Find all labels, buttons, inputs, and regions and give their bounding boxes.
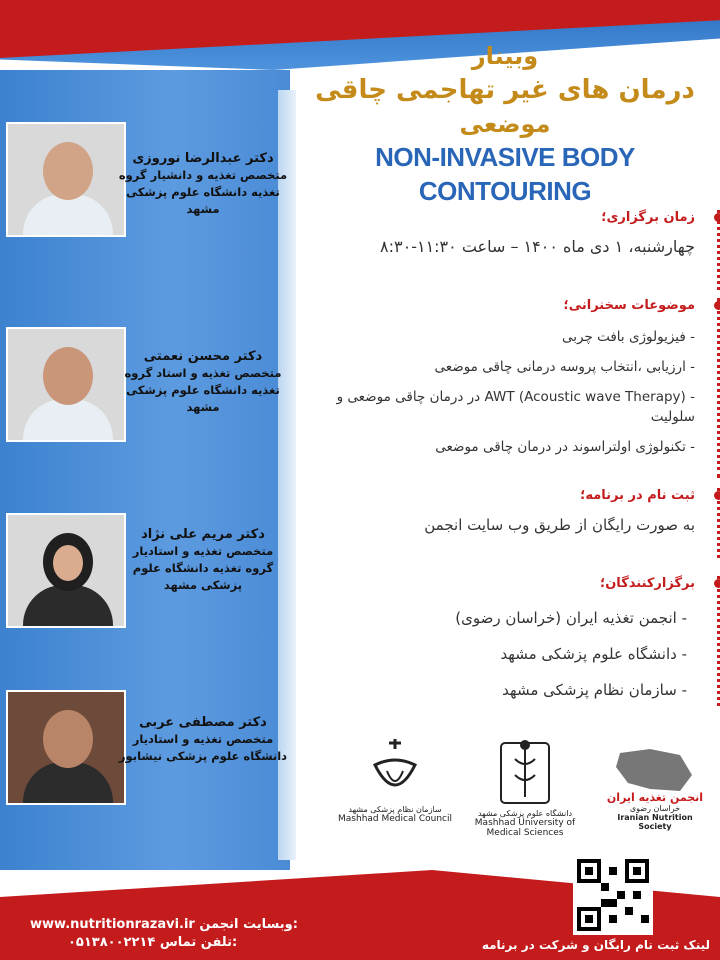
speaker-desc: متخصص تغذیه و دانشیار گروه تغذیه دانشگاه علوم پزشکی مشهد [118,168,288,216]
society-name: انجمن تغذیه ایران [606,791,704,804]
speaker-photo-3 [6,513,126,628]
website-label: وبسایت انجمن: [199,917,298,932]
topic-item: - ارزیابی ،انتخاب پروسه درمانی چاقی موضعی [434,359,695,375]
footer-phone [68,935,237,950]
council-fa: سازمان نظام پزشکی مشهد [348,805,442,814]
speaker-name: دکتر مصطفی عربی [139,715,267,730]
medical-council-icon [367,735,423,805]
speaker-desc: متخصص تغذیه و استاد گروه تغذیه دانشگاه علوم پزشکی مشهد [124,366,282,414]
register-link-text: لینک ثبت نام رایگان و شرکت در برنامه [481,938,710,952]
organizers-heading: برگزارکنندگان؛ [320,576,695,591]
speaker-name: دکتر مریم علی نژاد [141,527,265,542]
schedule-section [320,210,720,290]
speaker-4 [118,714,288,765]
society-en: Iranian Nutrition Society [617,813,693,831]
council-en: Mashhad Medical Council [338,814,452,824]
registration-qr-code[interactable] [573,855,653,935]
council-logo [335,735,455,824]
speaker-photo-2 [6,327,126,442]
phone-label: تلفن تماس: [159,935,238,950]
title-line-3: موضعی [459,110,551,138]
speaker-photo-4 [6,690,126,805]
topics-section [320,298,720,478]
registration-text: به صورت رایگان از طریق وب سایت انجمن [424,516,695,534]
speaker-3 [118,526,288,594]
registration-heading: ثبت نام در برنامه؛ [320,488,695,503]
website-url[interactable]: www.nutritionrazavi.ir [30,917,195,932]
speaker-1 [118,150,288,218]
schedule-text: چهارشنبه، ۱ دی ماه ۱۴۰۰ – ساعت ۱۱:۳۰-۸:۳۰ [380,237,695,256]
topic-item: - فیزیولوژی بافت چربی [561,329,695,345]
webinar-title [290,40,720,208]
speaker-2 [118,348,288,416]
organizer-item: - انجمن تغذیه ایران (خراسان رضوی) [455,609,687,627]
university-emblem-icon [495,735,555,809]
topic-item: - AWT (Acoustic wave Therapy) در درمان چاقی موضعی و سلولیت [336,389,695,425]
university-logo [470,735,580,838]
phone-number: ۰۵۱۳۸۰۰۲۲۱۴ [68,935,156,950]
speaker-desc: متخصص تغذیه و استادیار گروه تغذیه دانشگاه علوم پزشکی مشهد [132,544,274,592]
title-line-1: وبینار [471,42,539,70]
university-en2: Medical Sciences [486,828,564,838]
title-english: NON-INVASIVE BODY CONTOURING [375,142,635,206]
topic-item: - تکنولوژی اولتراسوند در درمان چاقی موضعی [435,439,695,455]
university-fa: دانشگاه علوم پزشکی مشهد [477,809,573,818]
schedule-heading: زمان برگزاری؛ [320,210,695,225]
footer-website [30,917,298,932]
speaker-desc: متخصص تغذیه و استادیار دانشگاه علوم پزشکی نیشابور [118,732,288,763]
speaker-name: دکتر عبدالرضا نوروزی [132,151,274,166]
registration-section [320,488,720,558]
organizer-item: - سازمان نظام پزشکی مشهد [502,681,687,699]
qr-code-icon [577,859,649,931]
title-line-2: درمان های غیر تهاجمی چاقی [315,75,695,105]
society-logo [600,745,710,831]
university-en1: Mashhad University of [474,818,576,828]
society-sub: خراسان رضوی [629,804,681,813]
speaker-photo-1 [6,122,126,237]
speaker-name: دکتر محسن نعمتی [143,349,263,364]
topics-heading: موضوعات سخنرانی؛ [320,298,695,313]
iran-map-icon [610,745,700,795]
organizers-section [320,576,720,706]
organizer-item: - دانشگاه علوم پزشکی مشهد [500,645,687,663]
